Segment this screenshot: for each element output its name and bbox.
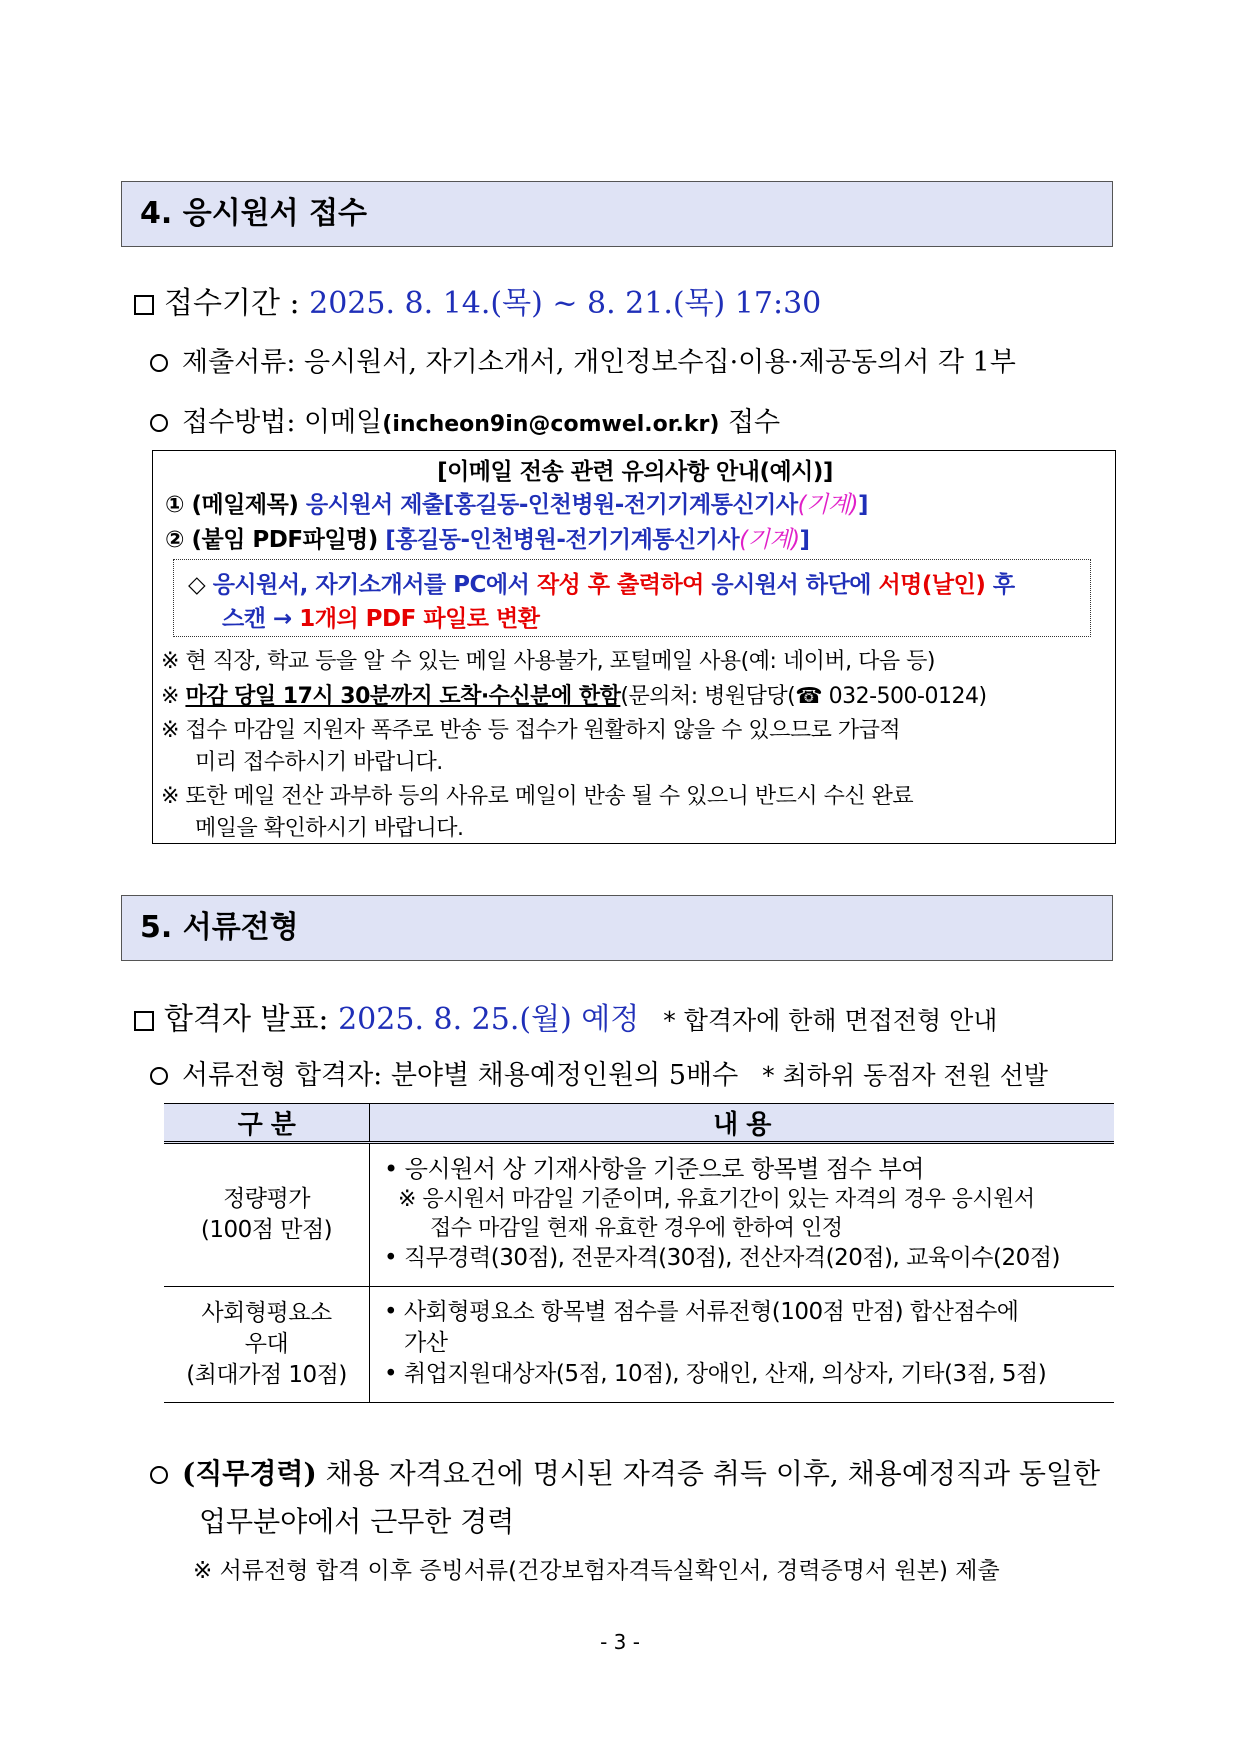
row2-bullet1a: • 사회형평요소 항목별 점수를 서류전형(100점 만점) 합산점수에 [384, 1299, 1019, 1325]
announce-label: 합격자 발표: [164, 1002, 339, 1037]
inner-e: 후 [985, 572, 1015, 598]
table-header-category: 구 분 [164, 1104, 370, 1143]
page-number: - 3 - [600, 1630, 640, 1654]
method-suffix: 접수 [719, 407, 781, 438]
row1-category [164, 1143, 370, 1287]
announce-note: * 합격자에 한해 면접전형 안내 [663, 1006, 998, 1035]
submission-documents [150, 340, 1016, 379]
circle-bullet-icon [150, 414, 168, 432]
square-bullet-icon [134, 1011, 154, 1031]
notice-item-pdf-name [165, 521, 810, 554]
diamond-icon: ◇ [188, 572, 206, 598]
note-deadline [161, 679, 987, 710]
item2-pink: (기계) [739, 527, 800, 553]
row2-category-line3: (최대가점 10점) [186, 1362, 347, 1388]
inner-g: 1개의 PDF 파일로 변환 [299, 606, 540, 632]
instruction-line-1 [188, 566, 1015, 599]
item2-end: ] [799, 527, 810, 553]
career-definition-line1 [150, 1452, 1100, 1492]
item1-prefix: ① (메일제목) [165, 492, 306, 518]
announce-value: 2025. 8. 25.(월) 예정 [338, 1002, 640, 1037]
section-4-header: 4. 응시원서 접수 [121, 181, 1113, 247]
notice-title: [이메일 전송 관련 유의사항 안내(예시)] [437, 459, 833, 485]
result-announcement [134, 994, 997, 1038]
career-evidence-note: ※ 서류전형 합격 이후 증빙서류(건강보험자격득실확인서, 경력증명서 원본) 제출 [193, 1558, 1000, 1584]
row1-category-line1: 정량평가 [223, 1186, 310, 1212]
circle-bullet-icon [150, 1067, 168, 1085]
instruction-line-2 [222, 600, 539, 633]
inner-c: 응시원서 하단에 [703, 572, 879, 598]
table-row [164, 1143, 1114, 1287]
note-email-restriction: ※ 현 직장, 학교 등을 알 수 있는 메일 사용불가, 포털메일 사용(예: 네이버, 다음 등) [161, 649, 935, 674]
item1-end: ] [857, 492, 868, 518]
note-congestion-2: 미리 접수하시기 바랍니다. [195, 750, 443, 775]
note2-prefix: ※ [161, 684, 186, 709]
item1-blue: 응시원서 제출[홍길동-인천병원-전기기계통신기사 [305, 492, 798, 518]
inner-f: 스캔 → [222, 606, 300, 632]
inner-b: 작성 후 출력하여 [536, 572, 704, 598]
email-notice-box [152, 450, 1116, 844]
method-prefix: 접수방법: 이메일 [182, 407, 383, 438]
reception-period [134, 278, 821, 322]
career-label: (직무경력) [182, 1457, 317, 1490]
table-row [164, 1287, 1114, 1403]
career-definition-line2: 업무분야에서 근무한 경력 [199, 1505, 515, 1538]
table-header-content: 내 용 [370, 1104, 1115, 1143]
row2-bullet2: • 취업지원대상자(5점, 10점), 장애인, 산재, 의상자, 기타(3점, 5점) [384, 1361, 1047, 1387]
note2-bold: 마감 당일 17시 30분까지 도착·수신분에 한함 [185, 684, 621, 709]
row1-bullet1: • 응시원서 상 기재사항을 기준으로 항목별 점수 부여 [384, 1155, 924, 1183]
row2-category-line2: 우대 [244, 1331, 289, 1357]
row2-bullet1b: 가산 [404, 1330, 448, 1356]
circle-bullet-icon [150, 354, 168, 372]
inner-a: 응시원서, 자기소개서를 PC에서 [212, 572, 537, 598]
row1-note2: 접수 마감일 현재 유효한 경우에 한하여 인정 [430, 1216, 843, 1241]
item1-pink: (기계) [797, 492, 858, 518]
period-value: 2025. 8. 14.(목) ~ 8. 21.(목) 17:30 [309, 286, 822, 321]
notice-item-mail-subject [165, 486, 868, 519]
inner-d: 서명(날인) [878, 572, 986, 598]
row2-category [164, 1287, 370, 1403]
row1-content [370, 1143, 1115, 1287]
section-5-header: 5. 서류전형 [121, 895, 1113, 961]
row1-category-line2: (100점 만점) [200, 1217, 333, 1243]
row2-category-line1: 사회형평요소 [201, 1300, 332, 1326]
row1-bullet2: • 직무경력(30점), 전문자격(30점), 전산자격(20점), 교육이수(20점) [384, 1245, 1060, 1271]
note2-rest: (문의처: 병원담당(☎ 032-500-0124) [620, 684, 987, 709]
reception-method [150, 400, 780, 439]
item2-blue: [홍길동-인천병원-전기기계통신기사 [385, 527, 740, 553]
circle-bullet-icon [150, 1466, 168, 1484]
period-label: 접수기간 : [164, 286, 310, 321]
note-overload-2: 메일을 확인하시기 바랍니다. [195, 816, 464, 841]
career-text-1: 채용 자격요건에 명시된 자격증 취득 이후, 채용예정직과 동일한 [316, 1457, 1101, 1490]
row1-note1: ※ 응시원서 마감일 기준이며, 유효기간이 있는 자격의 경우 응시원서 [398, 1187, 1035, 1212]
note-overload-1: ※ 또한 메일 전산 과부하 등의 사유로 메일이 반송 될 수 있으니 반드시 수신 완료 [161, 784, 914, 809]
document-pass-criteria [150, 1053, 1048, 1092]
pass-text: 서류전형 합격자: 분야별 채용예정인원의 5배수 [182, 1060, 739, 1091]
note-congestion-1: ※ 접수 마감일 지원자 폭주로 반송 등 접수가 원활하지 않을 수 있으므로 가급적 [161, 718, 901, 743]
row2-content [370, 1287, 1115, 1403]
pass-note: * 최하위 동점자 전원 선발 [762, 1061, 1048, 1090]
documents-text: 제출서류: 응시원서, 자기소개서, 개인정보수집·이용·제공동의서 각 1부 [182, 347, 1016, 378]
evaluation-table [164, 1103, 1114, 1403]
pdf-instruction-box [173, 559, 1091, 637]
square-bullet-icon [134, 295, 154, 315]
email-address: (incheon9in@comwel.or.kr) [382, 412, 720, 437]
item2-prefix: ② (붙임 PDF파일명) [165, 527, 386, 553]
